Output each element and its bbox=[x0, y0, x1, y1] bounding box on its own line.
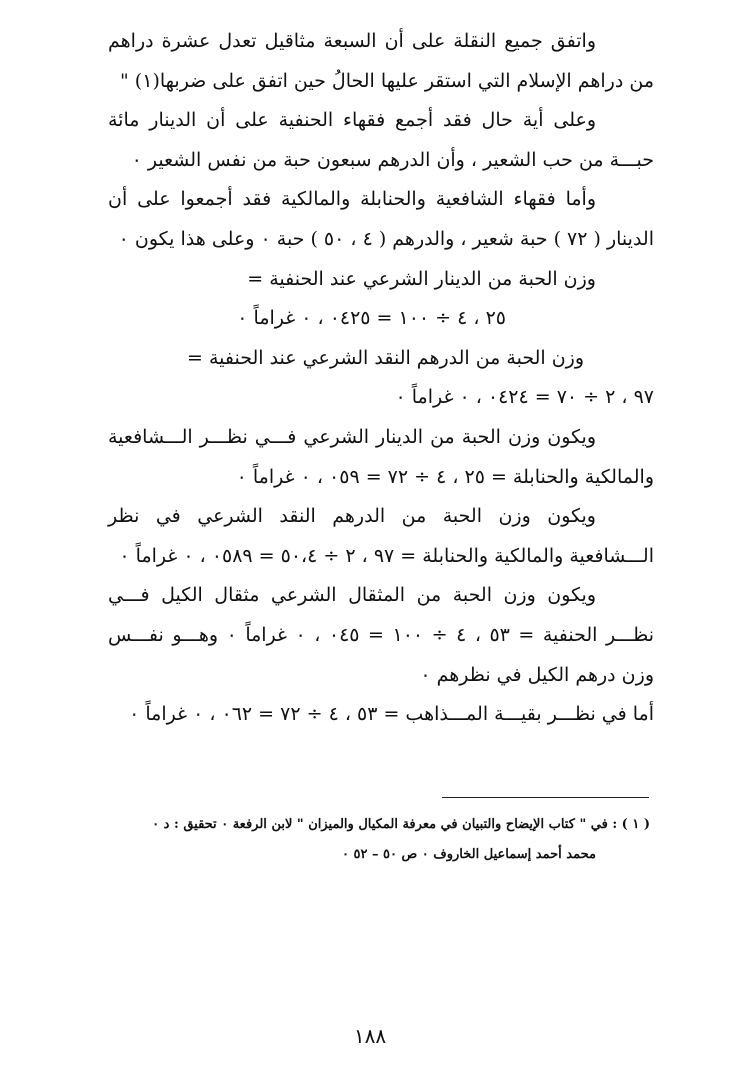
formula-hanafi-dirham: ٩٧ ، ٢ ÷ ٧٠ = ٠٤٢٤ ، ٠ غراماً ٠ bbox=[395, 386, 654, 409]
formula-hanafi-dinar: ٢٥ ، ٤ ÷ ١٠٠ = ٠٤٢٥ ، ٠ غراماً ٠ bbox=[237, 307, 506, 330]
footnote-line-1: ( ١ ) : في " كتاب الإيضاح والتبيان في معرفة المكيال والميزان " لابن الرفعة ٠ تحقيق : د ٠ bbox=[152, 817, 650, 832]
footnote bbox=[120, 810, 650, 870]
paragraph-dirham-agreement: واتفق جميع النقلة على أن السبعة مثاقيل تعدل عشرة دراهم من دراهم الإسلام التي استقر عليها الحالُ حين اتفق على ضربها(١) " bbox=[108, 30, 654, 92]
footnote-line-2: محمد أحمد إسماعيل الخاروف ٠ ص ٥٠ – ٥٢ ٠ bbox=[341, 847, 596, 862]
paragraph-other-schools: أما في نظـــر بقيـــة المـــذاهب = ٥٣ ، ٤ ÷ ٧٢ = ٠٦٢ ، ٠ غراماً ٠ bbox=[129, 703, 654, 726]
formula-label-hanafi-dinar: وزن الحبة من الدينار الشرعي عند الحنفية = bbox=[247, 267, 596, 290]
formula-label-hanafi-dirham: وزن الحبة من الدرهم النقد الشرعي عند الحنفية = bbox=[186, 346, 584, 369]
footnote-separator bbox=[442, 797, 649, 798]
paragraph-hanafi-dinar: وعلى أية حال فقد أجمع فقهاء الحنفية على أن الدينار مائة حبـــة من حب الشعير ، وأن الدرهم سبعون حبة من نفس الشعير ٠ bbox=[108, 109, 654, 171]
paragraph-shafii-dinar: وأما فقهاء الشافعية والحنابلة والمالكية فقد أجمعوا على أن الدينار ( ٧٢ ) حبة شعير ، والدرهم ( ٤ ، ٥٠ ) حبة ٠ وعلى هذا يكون ٠ bbox=[108, 188, 654, 250]
paragraph-shafii-grain-dinar: ويكون وزن الحبة من الدينار الشرعي فـــي نظـــر الـــشافعية والمالكية والحنابلة = ٢٥ ، ٤ ÷ ٧٢ = ٠٥٩ ، ٠ غراماً ٠ bbox=[108, 425, 654, 488]
paragraph-shafii-grain-dirham: ويكون وزن الحبة من الدرهم النقد الشرعي في نظر الـــشافعية والمالكية والحنابلة = ٩٧ ، ٢ ÷ ٥٠،٤ = ٠٥٨٩ ، ٠ غراماً ٠ bbox=[108, 505, 654, 567]
main-text bbox=[108, 22, 654, 735]
page-number: ١٨٨ bbox=[353, 1024, 387, 1048]
paragraph-mithqal-kayl: ويكون وزن الحبة من المثقال الشرعي مثقال الكيل فـــي نظـــر الحنفية = ٥٣ ، ٤ ÷ ١٠٠ = ٠٤٥ ، ٠ غراماً ٠ وهـــو نفـــس وزن درهم الكيل في نظرهم ٠ bbox=[108, 584, 655, 686]
